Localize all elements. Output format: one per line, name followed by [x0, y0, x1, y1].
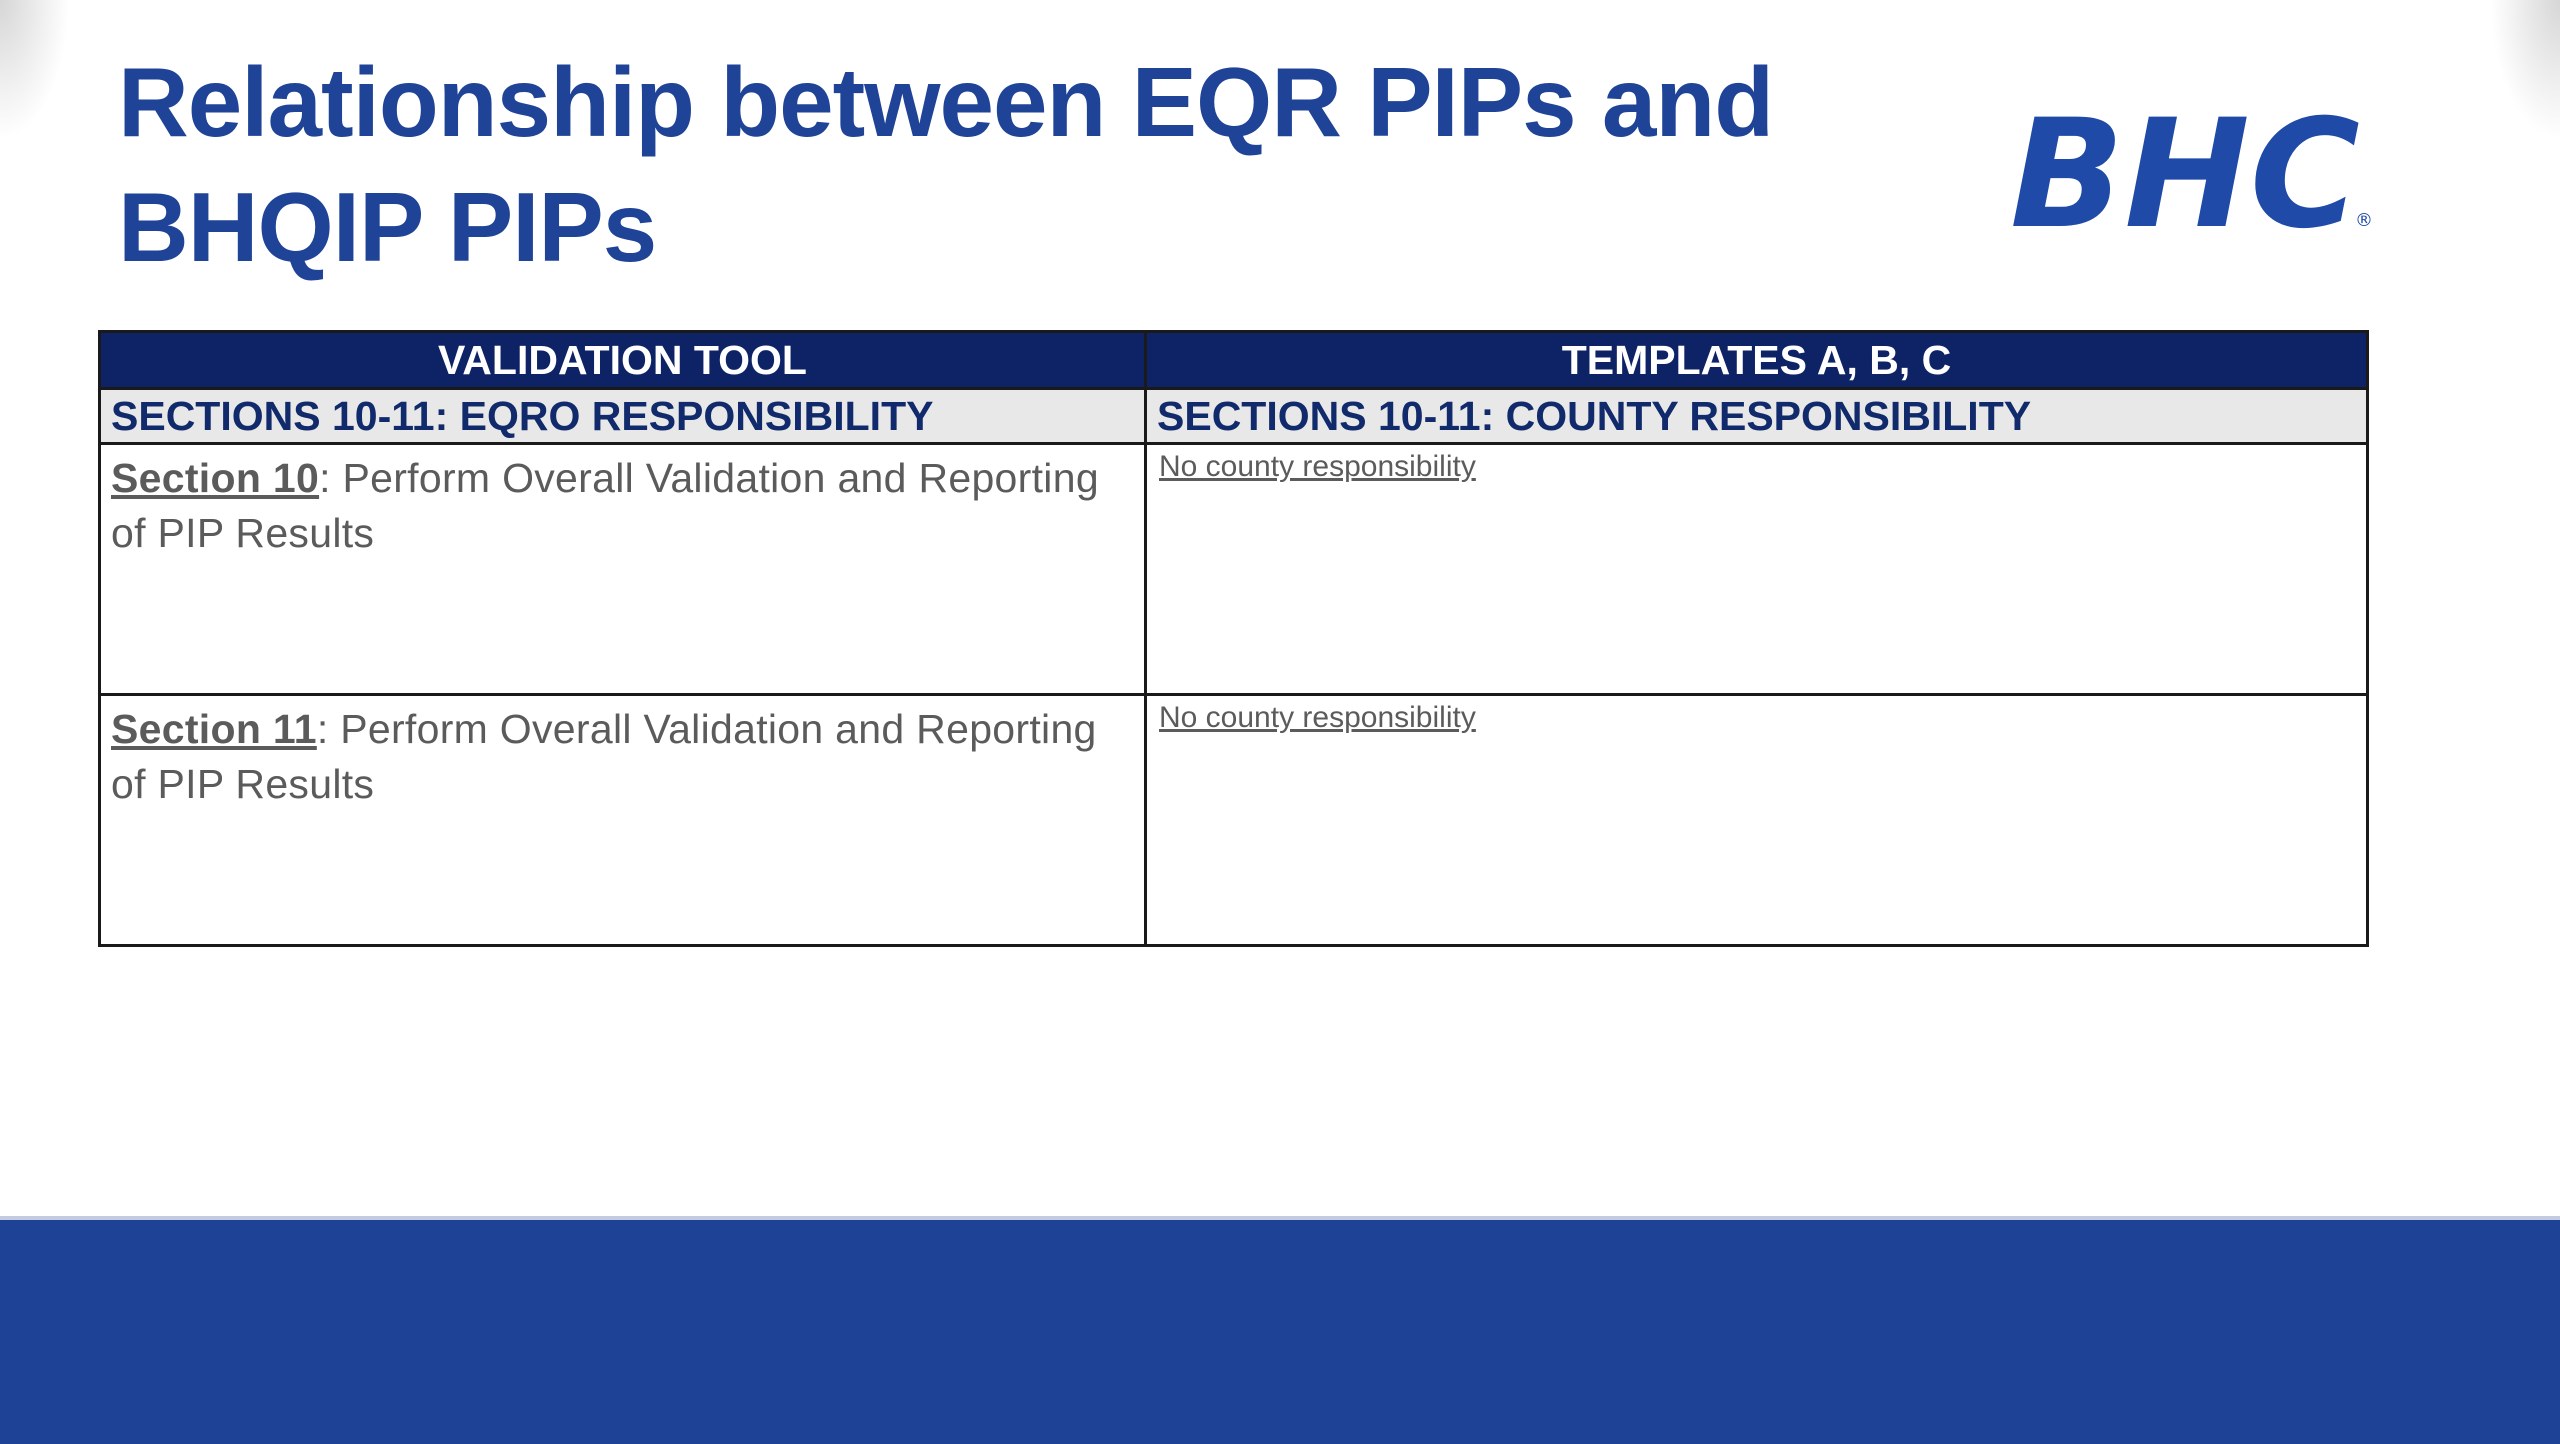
- section-10-cell: [100, 444, 1146, 695]
- subheader-eqro-responsibility: SECTIONS 10-11: EQRO RESPONSIBILITY: [100, 389, 1146, 444]
- table-header-row: [100, 332, 2368, 389]
- section-10-county-note: No county responsibility: [1159, 450, 1476, 483]
- table-row: [100, 444, 2368, 695]
- header-templates: TEMPLATES A, B, C: [1146, 332, 2368, 389]
- table-subheader-row: [100, 389, 2368, 444]
- section-11-county-cell: [1146, 695, 2368, 946]
- corner-shade-left: [0, 0, 70, 140]
- bhc-logo: [2010, 98, 2390, 248]
- section-10-county-cell: [1146, 444, 2368, 695]
- registered-mark: ®: [2355, 210, 2373, 231]
- section-10-name: Section 10: [111, 455, 320, 501]
- footer-band: [0, 1216, 2560, 1444]
- section-11-cell: [100, 695, 1146, 946]
- slide-title-line-2: BHQIP PIPs: [118, 172, 657, 282]
- subheader-county-responsibility: SECTIONS 10-11: COUNTY RESPONSIBILITY: [1146, 389, 2368, 444]
- bhc-logo-text: BHC: [2010, 98, 2360, 248]
- section-11-description: : Perform Overall Validation and Reporting of PIP Results: [111, 706, 1097, 807]
- section-11-county-note: No county responsibility: [1159, 701, 1476, 734]
- section-11-name: Section 11: [111, 706, 317, 752]
- section-10-description: : Perform Overall Validation and Reporting of PIP Results: [111, 455, 1099, 556]
- slide-title: [118, 40, 1818, 290]
- slide-title-line-1: Relationship between EQR PIPs and: [118, 47, 1774, 157]
- comparison-table: [98, 330, 2369, 947]
- corner-shade-right: [2490, 0, 2560, 140]
- header-validation-tool: VALIDATION TOOL: [100, 332, 1146, 389]
- table-row: [100, 695, 2368, 946]
